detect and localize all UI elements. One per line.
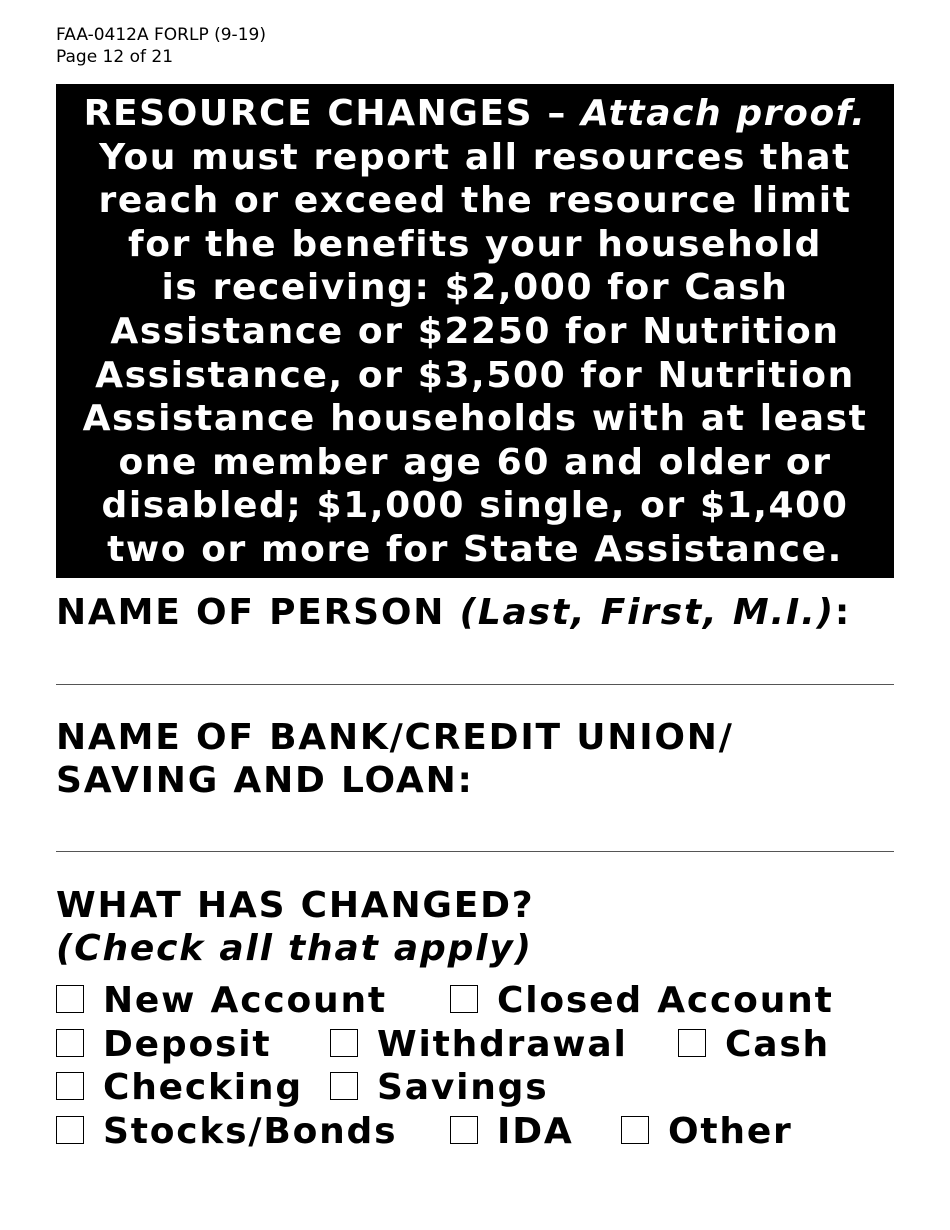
banner-line: is receiving: $2,000 for Cash [161,267,789,309]
checkbox-label: Checking [103,1067,303,1108]
name-of-person-label-text: NAME OF PERSON [56,592,460,633]
page-number: Page 12 of 21 [56,47,174,67]
banner-line: one member age 60 and older or [118,441,832,483]
checkbox-square[interactable] [56,985,84,1013]
checkbox-square[interactable] [56,1029,84,1057]
banner-title-italic: Attach proof. [581,93,867,134]
checkbox-label: Withdrawal [377,1024,628,1065]
name-of-person-label-hint: (Last, First, M.I.) [459,592,835,633]
banner-title: RESOURCE CHANGES – [83,93,582,134]
resource-changes-banner [56,84,894,578]
checkbox-square[interactable] [56,1116,84,1144]
form-id: FAA-0412A FORLP (9-19) [56,25,266,45]
bank-name-underline [56,851,894,852]
banner-line: Assistance, or $3,500 for Nutrition [95,354,855,396]
checkbox-square[interactable] [56,1072,84,1100]
what-changed-heading: WHAT HAS CHANGED? [56,885,535,926]
bank-name-field[interactable] [56,811,894,851]
checkbox-square[interactable] [621,1116,649,1144]
checkbox-label: New Account [103,980,387,1021]
banner-line: Assistance households with at least [82,398,868,440]
banner-line: You must report all resources that [99,136,851,178]
banner-line: disabled; $1,000 single, or $1,400 [101,485,849,527]
name-of-person-underline [56,684,894,685]
checkbox-label: Deposit [103,1024,272,1065]
checkbox-square[interactable] [678,1029,706,1057]
checkbox-label: IDA [497,1111,574,1152]
checkbox-square[interactable] [330,1072,358,1100]
form-header [56,24,266,68]
checkbox-square[interactable] [450,1116,478,1144]
what-changed-subheading: (Check all that apply) [56,928,533,969]
banner-line: reach or exceed the resource limit [98,180,852,222]
checkbox-label: Cash [725,1024,830,1065]
checkbox-label: Stocks/Bonds [103,1111,398,1152]
checkbox-square[interactable] [450,985,478,1013]
name-of-person-field[interactable] [56,644,894,684]
banner-line: Assistance or $2250 for Nutrition [110,310,840,352]
bank-name-label-line1: NAME OF BANK/CREDIT UNION/ [56,717,734,758]
checkbox-label: Other [668,1111,793,1152]
checkbox-label: Savings [377,1067,549,1108]
banner-line: for the benefits your household [128,223,822,265]
checkbox-square[interactable] [330,1029,358,1057]
banner-line: two or more for State Assistance. [107,528,843,570]
banner-title-line [56,92,894,136]
checkbox-label: Closed Account [497,980,834,1021]
name-of-person-label-colon: : [834,592,852,633]
name-of-person-label [56,591,851,634]
bank-name-label-line2: SAVING AND LOAN: [56,760,474,801]
